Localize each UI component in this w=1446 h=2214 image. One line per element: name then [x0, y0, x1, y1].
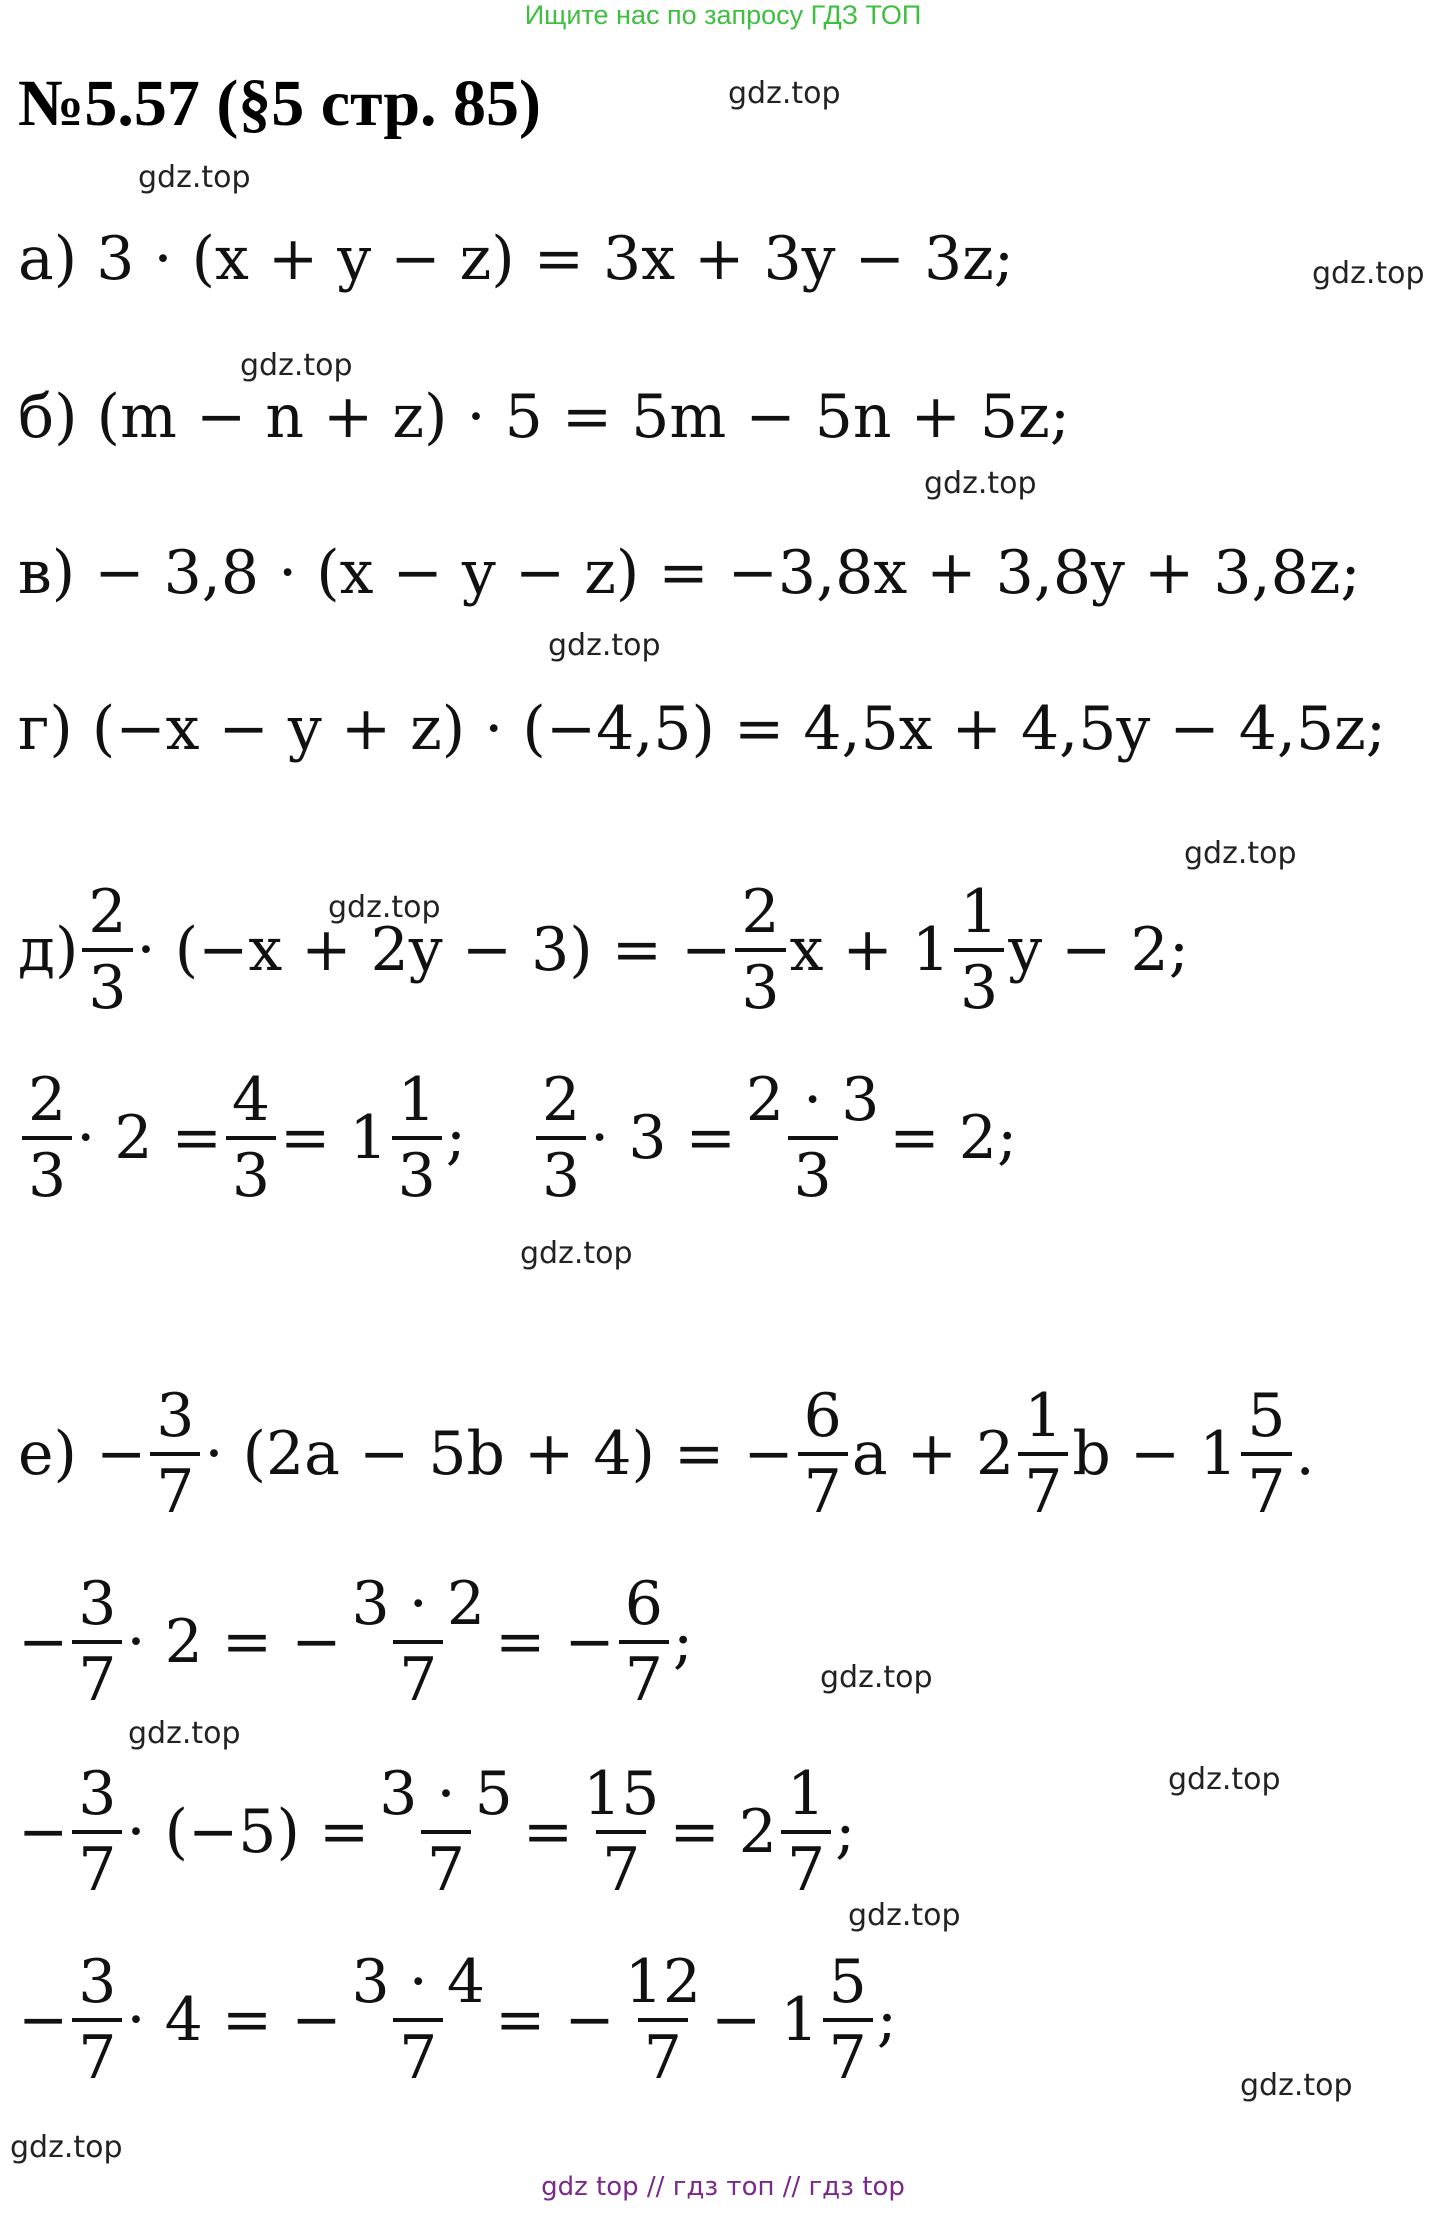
watermark: gdz.top: [520, 1236, 633, 1271]
watermark: gdz.top: [128, 1716, 241, 1751]
equation-d-detail: $\frac{2}{3}$ · 2 = $\frac{4}{3}$ = 1 $\frac{1}{3}$ ; $\frac{2}{3}$ · 3 = $\frac{2 \cdot 3}{3}$ = 2;: [18, 1070, 1017, 1206]
fraction: $\frac{3}{7}$: [72, 1574, 122, 1710]
fraction: $\frac{3}{7}$: [72, 1952, 122, 2088]
watermark: gdz.top: [848, 1898, 961, 1933]
fraction: $\frac{1}{7}$: [1018, 1386, 1068, 1522]
fraction: $\frac{4}{3}$: [226, 1070, 276, 1206]
watermark: gdz.top: [728, 76, 841, 111]
search-banner[interactable]: Ищите нас по запросу ГДЗ ТОП: [524, 0, 922, 30]
equation-e-step1: − $\frac{3}{7}$ · 2 = − $\frac{3 \cdot 2}{7}$ = − $\frac{6}{7}$ ;: [18, 1569, 694, 1715]
watermark: gdz.top: [548, 628, 661, 663]
fraction: $\frac{3 \cdot 5}{7}$: [379, 1759, 513, 1905]
fraction: $\frac{3 \cdot 2}{7}$: [351, 1569, 486, 1715]
watermark: gdz.top: [138, 160, 251, 195]
page-title: №5.57 (§5 стр. 85): [18, 67, 542, 140]
fraction: $\frac{3}{7}$: [72, 1764, 122, 1900]
footer-links[interactable]: gdz top // гдз топ // гдз top: [541, 2172, 905, 2202]
equation-e: е) − $\frac{3}{7}$ · (2a − 5b + 4) = − $\frac{6}{7}$ a + 2 $\frac{1}{7}$ b − 1 $\frac{5}{7}$ .: [18, 1381, 1315, 1527]
fraction: $\frac{12}{7}$: [624, 1947, 702, 2093]
fraction: $\frac{3 \cdot 4}{7}$: [351, 1947, 486, 2093]
fraction: $\frac{2 \cdot 3}{3}$: [745, 1065, 880, 1211]
watermark: gdz.top: [1168, 1762, 1281, 1797]
watermark: gdz.top: [1240, 2068, 1353, 2103]
equation-v: в) − 3,8 · (x − y − z) = −3,8x + 3,8y + 3,8z;: [18, 538, 1361, 608]
fraction: $\frac{1}{7}$: [781, 1764, 831, 1900]
watermark: gdz.top: [924, 466, 1037, 501]
equation-a: а) 3 · (x + y − z) = 3x + 3y − 3z;: [18, 224, 1014, 294]
watermark: gdz.top: [240, 348, 353, 383]
equation-e-step2: − $\frac{3}{7}$ · (−5) = $\frac{3 \cdot 5}{7}$ = $\frac{15}{7}$ = 2 $\frac{1}{7}$ ;: [18, 1759, 856, 1905]
fraction: $\frac{2}{3}$: [82, 882, 132, 1018]
equation-d: д) $\frac{2}{3}$ · (−x + 2y − 3) = − $\frac{2}{3}$ x + 1 $\frac{1}{3}$ y − 2;: [18, 877, 1189, 1023]
fraction: $\frac{2}{3}$: [22, 1070, 72, 1206]
watermark: gdz.top: [820, 1660, 933, 1695]
fraction: $\frac{2}{3}$: [735, 882, 785, 1018]
fraction: $\frac{6}{7}$: [798, 1386, 848, 1522]
watermark: gdz.top: [328, 890, 441, 925]
fraction: $\frac{1}{3}$: [392, 1070, 442, 1206]
equation-e-step3: − $\frac{3}{7}$ · 4 = − $\frac{3 \cdot 4}{7}$ = − $\frac{12}{7}$ − 1 $\frac{5}{7}$ ;: [18, 1947, 897, 2093]
fraction: $\frac{5}{7}$: [823, 1952, 873, 2088]
fraction: $\frac{15}{7}$: [583, 1759, 660, 1905]
watermark: gdz.top: [10, 2130, 123, 2165]
fraction: $\frac{6}{7}$: [619, 1574, 669, 1710]
fraction: $\frac{1}{3}$: [954, 882, 1004, 1018]
fraction: $\frac{2}{3}$: [536, 1070, 586, 1206]
watermark: gdz.top: [1184, 836, 1297, 871]
fraction: $\frac{5}{7}$: [1241, 1386, 1291, 1522]
equation-g: г) (−x − y + z) · (−4,5) = 4,5x + 4,5y − 4,5z;: [18, 694, 1386, 764]
watermark: gdz.top: [1312, 256, 1425, 291]
fraction: $\frac{3}{7}$: [150, 1386, 200, 1522]
equation-b: б) (m − n + z) · 5 = 5m − 5n + 5z;: [18, 382, 1070, 452]
